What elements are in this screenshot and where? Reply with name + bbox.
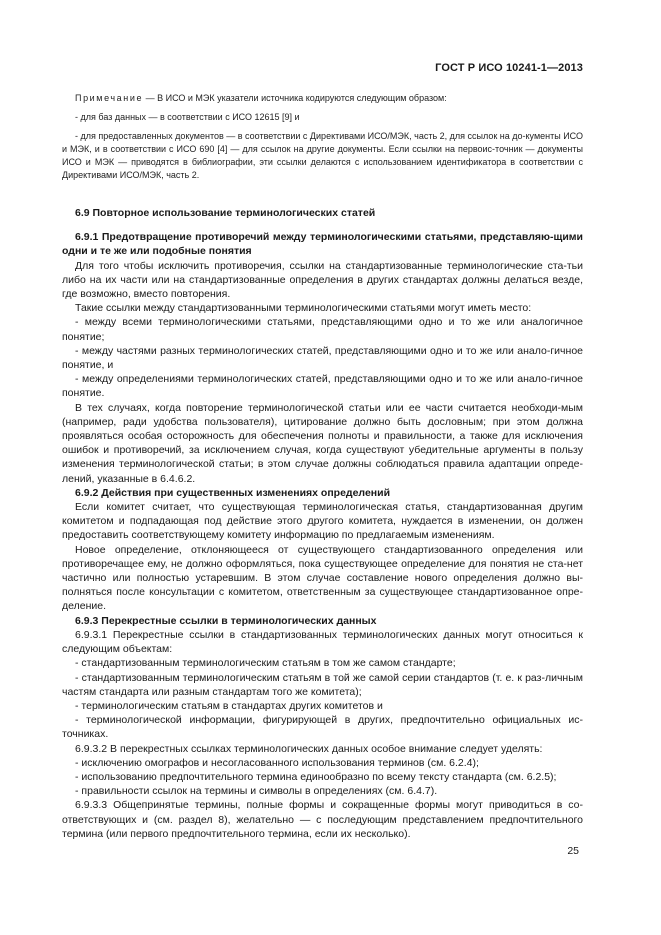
s691-paragraph-1: Для того чтобы исключить противоречия, ссылки на стандартизованные терминологические ста-тьи либо на их части или на стандартизованные определения в других стандартах должны делаться везде, где возможно, вместо повторения.: [62, 259, 583, 301]
page-content: [62, 92, 583, 841]
s692-paragraph-1: Если комитет считает, что существующая терминологическая статья, стандартизованная другим комитетом и подпадающая под действие этого другого комитета, нуждается в изменении, он должен предоставить соответствующему комитету информацию по предлагаемым изменениям.: [62, 501, 583, 542]
note-intro: [62, 92, 583, 105]
s691-bullet-2: - между частями разных терминологических статей, представляющими одно и то же или анало-гичное понятие, и: [62, 344, 583, 372]
s693-paragraph-2: 6.9.3.2 В перекрестных ссылках терминологических данных особое внимание следует уделять:: [75, 742, 543, 755]
note-item-2: - для предоставленных документов — в соответствии с Директивами ИСО/МЭК, часть 2, для ссылок на до-кументы ИСО и МЭК, и в соответствии с ИСО 690 [4] — для ссылок на другие документы. Если ссылки на первоис-точник — документы ИСО и МЭК — приводятся в библиографии, эти ссылки делаются с использованием идентификатора в соответствии с Директивами ИСО/МЭК, часть 2.: [62, 131, 583, 180]
s692-paragraph-2: Новое определение, отклоняющееся от существующего стандартизованного определения или противоречащее ему, не должно оформляться, пока существующее определение для понятия не ста-нет частично или полностью устаревшим. В этом случае составление нового определения должно вы-полняться после консультации с комитетом, ответственным за существующее стандартизованное опре-деление.: [62, 543, 583, 613]
note-item-1: - для баз данных — в соответствии с ИСО 12615 [9] и: [75, 112, 300, 122]
s693-paragraph-3: 6.9.3.3 Общепринятые термины, полные формы и сокращенные формы могут приводиться в со-ответствующих и (см. раздел 8), желательно — с последующим представлением предпочтительного термина (или первого предпочтительного термина, если их несколько).: [62, 799, 583, 840]
s693-bullet-4: - терминологической информации, фигурирующей в других, предпочтительно официальных ис-точниках.: [62, 714, 583, 741]
document-id: ГОСТ Р ИСО 10241-1—2013: [435, 62, 583, 74]
section-6-9-1-heading: 6.9.1 Предотвращение противоречий между терминологическими статьями, представляю-щими одни и те же или подобные понятия: [62, 231, 583, 258]
s691-bullet-1: - между всеми терминологическими статьями, представляющими одно и то же или аналогичное понятие;: [62, 316, 583, 343]
note-block: [62, 92, 583, 182]
s693-bullet-3: - терминологическим статьям в стандартах других комитетов и: [75, 699, 383, 712]
s693-bullet-1: - стандартизованным терминологическим статьям в том же самом стандарте;: [75, 657, 456, 670]
note-label: Примечание: [75, 93, 144, 103]
s693-bullet-2: - стандартизованным терминологическим статьям в той же самой серии стандартов (т. е. к раз-личным частям стандарта или разным стандартам того же комитета);: [62, 671, 583, 698]
section-6-9-heading: 6.9 Повторное использование терминологических статей: [75, 207, 376, 219]
section-6-9-3-heading: 6.9.3 Перекрестные ссылки в терминологических данных: [75, 614, 377, 627]
section-6-9-2-heading: 6.9.2 Действия при существенных изменениях определений: [75, 486, 391, 499]
s691-paragraph-2: Такие ссылки между стандартизованными терминологическими статьями могут иметь место:: [75, 302, 532, 315]
note-intro-text: — В ИСО и МЭК указатели источника кодируются следующим образом:: [143, 93, 447, 103]
s693-list-2: - использованию предпочтительного термина единообразно по всему тексту стандарта (см. 6.2.5);: [75, 770, 557, 783]
s693-list-3: - правильности ссылок на термины и символы в определениях (см. 6.4.7).: [75, 785, 438, 798]
page-number: 25: [567, 845, 579, 857]
s693-paragraph-1: 6.9.3.1 Перекрестные ссылки в стандартизованных терминологических данных могут относиться к следующим объектам:: [62, 628, 583, 656]
s691-bullet-3: - между определениями терминологических статей, представляющими одно и то же или анало-гичное понятие.: [62, 373, 583, 400]
s693-list-1: - исключению омографов и несогласованного использования терминов (см. 6.2.4);: [75, 756, 479, 769]
s691-paragraph-3: В тех случаях, когда повторение терминологической статьи или ее части считается необходи-мым (например, ради удобства пользователя), цитирование должно быть дословным; при этом должна проявляться особая осторожность для обеспечения полноты и правильности, а также для исключения ошибок и противоречий, за исключением случая, когда существуют убедительные аргументы в пользу изменения терминологической статьи; в этом случае должны соблюдаться правила адаптации опреде-лений, указанные в 6.4.6.2.: [62, 401, 583, 485]
